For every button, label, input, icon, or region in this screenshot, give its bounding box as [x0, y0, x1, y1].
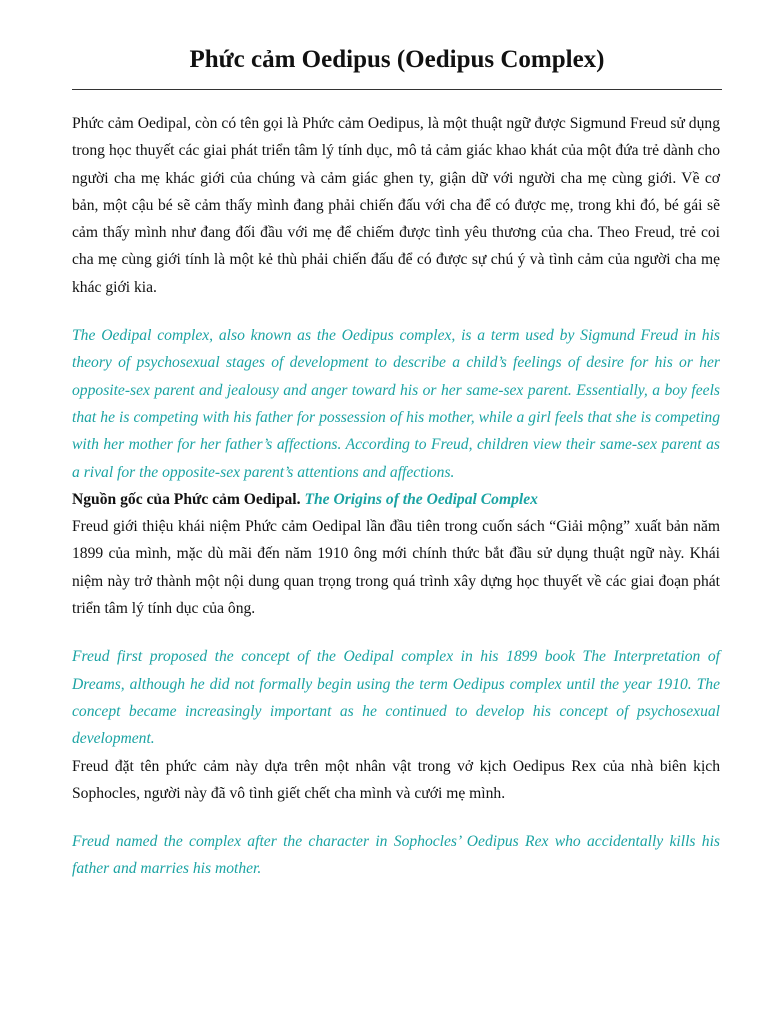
paragraph-english-origins: Freud first proposed the concept of the Oedipal complex in his 1899 book The Interpretation of Dreams, although he did not formally begin using the term Oedipus complex until the year 1910. The concept became increasingly important as he continued to develop his concept of psychosexual development. [72, 648, 720, 748]
paragraph-vietnamese-intro: Phức cảm Oedipal, còn có tên gọi là Phức cảm Oedipus, là một thuật ngữ được Sigmund Freud sử dụng trong học thuyết các giai phát triển tâm lý tính dục, mô tả cảm giác khao khát của một đứa trẻ dành cho người cha mẹ khác giới của chúng và cảm giác ghen ty, giận dữ với người cha mẹ cùng giới. Về cơ bản, một cậu bé sẽ cảm thấy mình đang phải chiến đấu với cha để có được mẹ, trong khi đó, bé gái sẽ cảm thấy mình như đang đối đầu với mẹ để chiếm được tình yêu thương của cha. Theo Freud, trẻ coi cha mẹ cùng giới tính là một kẻ thù phải chiến đấu để có được sự chú ý và tình cảm của người cha mẹ khác giới kia. [72, 115, 720, 296]
title-divider [72, 89, 722, 90]
document-body [72, 110, 720, 883]
page-title: Phức cảm Oedipus (Oedipus Complex) [189, 46, 605, 73]
paragraph-english-naming: Freud named the complex after the character in Sophocles’ Oedipus Rex who accidentally kills his father and marries his mother. [72, 833, 720, 878]
section-heading-vietnamese: Nguồn gốc của Phức cảm Oedipal. [72, 490, 301, 508]
section-heading-origins [72, 486, 720, 513]
section-heading-english: The Origins of the Oedipal Complex [304, 490, 538, 508]
paragraph-vietnamese-naming: Freud đặt tên phức cảm này dựa trên một nhân vật trong vở kịch Oedipus Rex của nhà biên kịch Sophocles, người này đã vô tình giết chết cha mình và cưới mẹ mình. [72, 757, 720, 802]
paragraph-english-intro: The Oedipal complex, also known as the Oedipus complex, is a term used by Sigmund Freud in his theory of psychosexual stages of development to describe a child’s feelings of desire for his or her opposite-sex parent and jealousy and anger toward his or her same-sex parent. Essentially, a boy feels that he is competing with his father for possession of his mother, while a girl feels that she is competing with her mother for her father’s affections. According to Freud, children view their same-sex parent as a rival for the opposite-sex parent’s attentions and affections. [72, 327, 720, 481]
paragraph-vietnamese-origins: Freud giới thiệu khái niệm Phức cảm Oedipal lần đầu tiên trong cuốn sách “Giải mộng” xuất bản năm 1899 của mình, mặc dù mãi đến năm 1910 ông mới chính thức bắt đầu sử dụng thuật ngữ này. Khái niệm này trở thành một nội dung quan trọng trong quá trình xây dựng học thuyết về các giai đoạn phát triển tâm lý tính dục của ông. [72, 518, 720, 618]
